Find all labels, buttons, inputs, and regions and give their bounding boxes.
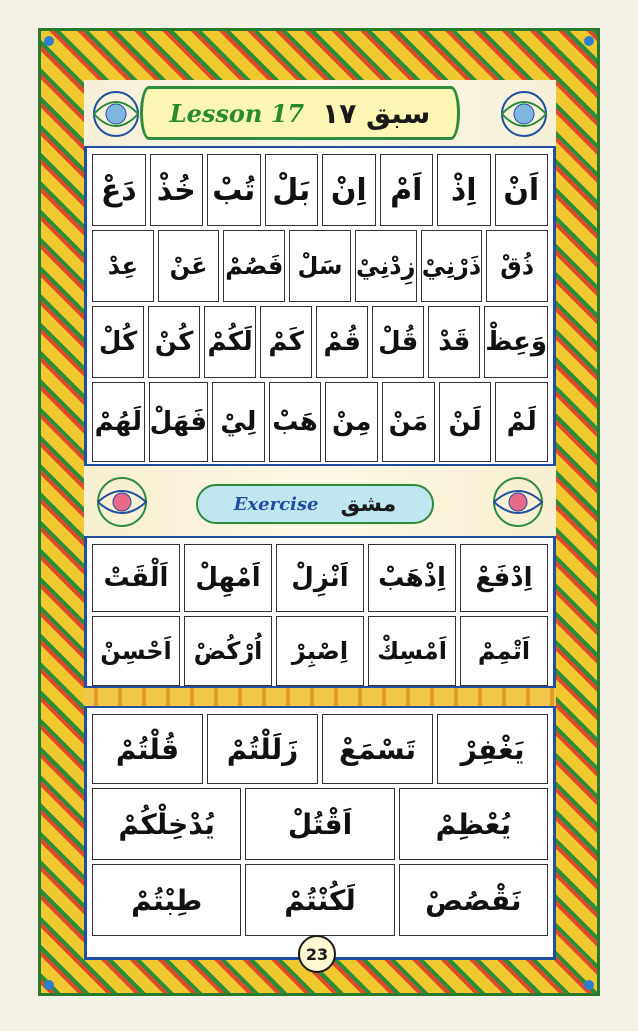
exercise-cell: اِصْبِرْ <box>276 616 364 686</box>
word-cell: سَلْ <box>289 230 351 302</box>
corner-dot-icon <box>584 980 594 990</box>
word-cell: فَهَلْ <box>149 382 208 462</box>
word-row-3 <box>90 304 550 380</box>
word-cell: فَصُمْ <box>223 230 285 302</box>
word-cell: اَمْ <box>380 154 434 226</box>
exercise-title-box <box>196 484 434 524</box>
exercise-cell: اِذْهَبْ <box>368 544 456 612</box>
word-cell: مَنْ <box>382 382 435 462</box>
word-cell: عِدْ <box>92 230 154 302</box>
exercise-cell: اَلْقَتْ <box>92 544 180 612</box>
exercise-cell: اَنْزِلْ <box>276 544 364 612</box>
word-row-4 <box>90 380 550 464</box>
ornamental-divider <box>84 686 556 708</box>
word-cell: كُلْ <box>92 306 144 378</box>
lower-row-1 <box>90 712 550 786</box>
exercise-cell: اِدْفَعْ <box>460 544 548 612</box>
word-cell: لَكُنْتُمْ <box>245 864 394 936</box>
word-cell: بَلْ <box>265 154 319 226</box>
exercise-title-ar: مشق <box>340 491 397 517</box>
exercise-cell: اَمْسِكْ <box>368 616 456 686</box>
word-cell: قُلْتُمْ <box>92 714 203 784</box>
corner-dot-icon <box>44 36 54 46</box>
exercise-cell: اَتْمِمْ <box>460 616 548 686</box>
word-cell: لَهُمْ <box>92 382 145 462</box>
word-cell: لَكُمْ <box>204 306 256 378</box>
page-number: 23 <box>298 935 336 973</box>
word-cell: زِدْنِيْ <box>355 230 417 302</box>
exercise-cell: اُرْكُضْ <box>184 616 272 686</box>
word-cell: ذَرْنِيْ <box>421 230 483 302</box>
word-cell: اَنْ <box>495 154 549 226</box>
exercise-row-2 <box>90 614 550 688</box>
exercise-cell: اَحْسِنْ <box>92 616 180 686</box>
word-cell: اِذْ <box>437 154 491 226</box>
word-cell: مِنْ <box>325 382 378 462</box>
word-cell: وَعِظْ <box>484 306 548 378</box>
floral-ornament-icon <box>496 86 552 142</box>
floral-ornament-icon <box>88 86 144 142</box>
lower-row-2 <box>90 786 550 862</box>
word-cell: اِنْ <box>322 154 376 226</box>
exercise-cell: اَمْهِلْ <box>184 544 272 612</box>
floral-ornament-icon <box>488 472 548 532</box>
corner-dot-icon <box>44 980 54 990</box>
word-cell: ذُقْ <box>486 230 548 302</box>
lesson-title-box <box>140 86 460 140</box>
lesson-title-en: Lesson 17 <box>169 98 305 128</box>
word-cell: كُنْ <box>148 306 200 378</box>
word-cell: طِبْتُمْ <box>92 864 241 936</box>
word-cell: اَقْتُلْ <box>245 788 394 860</box>
word-cell: دَعْ <box>92 154 146 226</box>
word-cell: قُلْ <box>372 306 424 378</box>
word-cell: كَمْ <box>260 306 312 378</box>
floral-ornament-icon <box>92 472 152 532</box>
word-cell: نَقْصُصْ <box>399 864 548 936</box>
word-cell: عَنْ <box>158 230 220 302</box>
word-cell: تُبْ <box>207 154 261 226</box>
word-cell: خُذْ <box>150 154 204 226</box>
word-cell: يُعْظِمْ <box>399 788 548 860</box>
word-cell: يُدْخِلْكُمْ <box>92 788 241 860</box>
word-cell: تَسْمَعْ <box>322 714 433 784</box>
exercise-row-1 <box>90 542 550 614</box>
exercise-title-en: Exercise <box>233 493 319 515</box>
word-cell: قَدْ <box>428 306 480 378</box>
word-cell: لَمْ <box>495 382 548 462</box>
word-cell: يَغْفِرْ <box>437 714 548 784</box>
word-cell: لِيْ <box>212 382 265 462</box>
word-row-2 <box>90 228 550 304</box>
lower-row-3 <box>90 862 550 938</box>
word-cell: قُمْ <box>316 306 368 378</box>
word-cell: لَنْ <box>439 382 492 462</box>
word-cell: زَلَلْتُمْ <box>207 714 318 784</box>
corner-dot-icon <box>584 36 594 46</box>
word-cell: هَبْ <box>269 382 322 462</box>
lesson-title-ar: سبق ١٧ <box>322 96 431 130</box>
word-row-1 <box>90 152 550 228</box>
